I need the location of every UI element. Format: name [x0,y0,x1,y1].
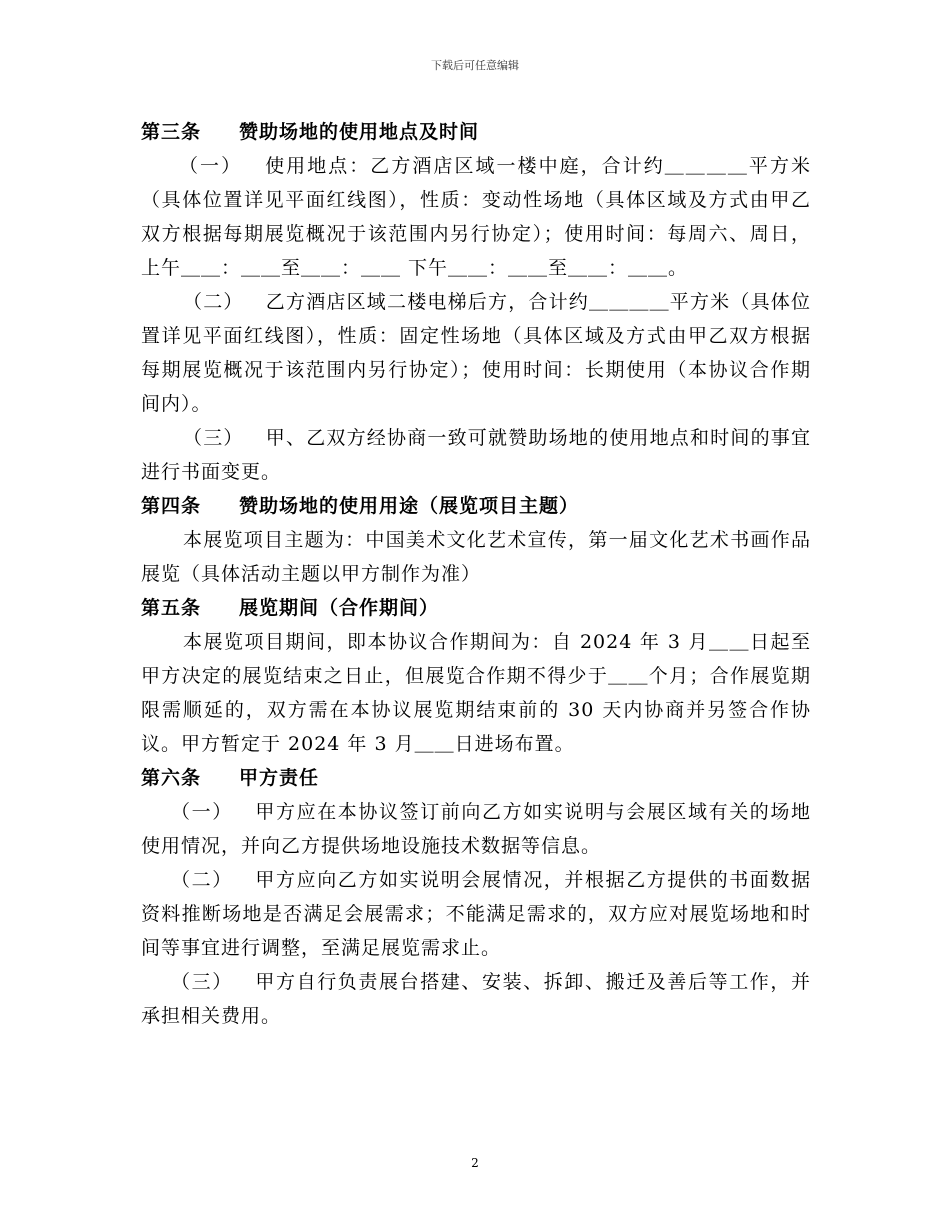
paragraph [141,421,811,489]
clause-label: （一） [179,155,243,177]
section-title: 展览期间（合作期间） [239,597,440,619]
section-title: 赞助场地的使用用途（展览项目主题） [239,495,580,517]
clause-label: （二） [171,869,233,891]
paragraph [141,863,811,965]
clause-text: 甲方应向乙方如实说明会展情况，并根据乙方提供的书面数据资料推断场地是否满足会展需求；不能满足需求的，双方应对展览场地和时间等事宜进行调整，至满足展览需求止。 [141,869,811,959]
clause-text: 使用地点：乙方酒店区域一楼中庭，合计约＿＿＿＿平方米（具体位置详见平面红线图），性质：变动性场地（具体区域及方式由甲乙双方根据每期展览概况于该范围内另行协定）；使用时间：每周六、周日，上午＿＿：＿＿至＿＿：＿＿ 下午＿＿：＿＿至＿＿：＿＿。 [141,155,811,279]
paragraph [141,285,811,421]
document-body [141,115,811,1033]
paragraph [141,625,811,761]
section-title: 赞助场地的使用地点及时间 [239,121,480,143]
section-number: 第四条 [141,495,202,517]
clause-text: 本展览项目期间，即本协议合作期间为：自 2024 年 3 月＿＿日起至甲方决定的展览结束之日止，但展览合作期不得少于＿＿个月；合作展览期限需顺延的，双方需在本协议展览期结束前的 30 天内协商并另签合作协议。甲方暂定于 2024 年 3 月＿＿日进场布置。 [141,631,811,755]
page-number: 2 [471,1156,479,1170]
section-heading [141,761,811,795]
clause-text: 甲、乙双方经协商一致可就赞助场地的使用地点和时间的事宜进行书面变更。 [141,427,811,483]
paragraph [141,149,811,285]
page-header: 下载后可任意编辑 [431,59,519,72]
section-number: 第五条 [141,597,202,619]
clause-label: （二） [183,291,244,313]
section-number: 第六条 [141,767,202,789]
clause-text: 甲方自行负责展台搭建、安装、拆卸、搬迁及善后等工作，并承担相关费用。 [141,971,811,1027]
clause-text: 本展览项目主题为：中国美术文化艺术宣传，第一届文化艺术书画作品展览（具体活动主题以甲方制作为准） [141,529,811,585]
section-heading [141,115,811,149]
clause-text: 乙方酒店区域二楼电梯后方，合计约＿＿＿＿平方米（具体位置详见平面红线图），性质：固定性场地（具体区域及方式由甲乙双方根据每期展览概况于该范围内另行协定）；使用时间：长期使用（本协议合作期间内）。 [141,291,811,415]
section-number: 第三条 [141,121,202,143]
section-heading [141,489,811,523]
section-title: 甲方责任 [239,767,320,789]
clause-label: （三） [183,427,244,449]
paragraph [141,523,811,591]
section-heading [141,591,811,625]
clause-label: （三） [171,971,233,993]
paragraph [141,965,811,1033]
clause-label: （一） [171,801,233,823]
paragraph [141,795,811,863]
clause-text: 甲方应在本协议签订前向乙方如实说明与会展区域有关的场地使用情况，并向乙方提供场地设施技术数据等信息。 [141,801,811,857]
